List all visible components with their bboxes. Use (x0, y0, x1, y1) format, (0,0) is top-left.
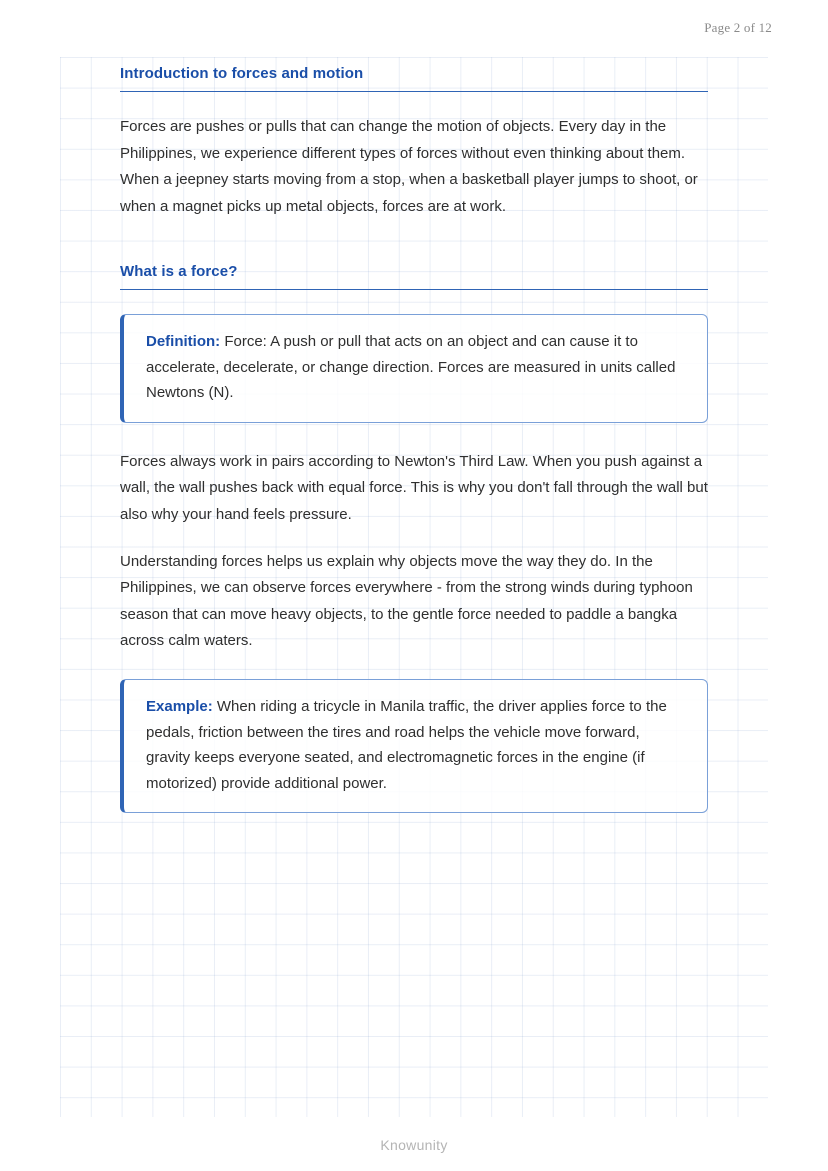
paragraph-understanding-forces: Understanding forces helps us explain why objects move the way they do. In the Philippines, we can observe forces everywhere - from the strong winds during typhoon season that can move heavy objects, to the gentle force needed to paddle a bangka across calm waters. (120, 552, 693, 650)
section-title-what-is-a-force: What is a force? (120, 255, 708, 290)
example-label: Example: (146, 698, 213, 716)
title-spacer (120, 92, 708, 114)
footer-brand: Knowunity (380, 1137, 448, 1153)
page-content (120, 57, 708, 839)
definition-callout (120, 314, 708, 423)
section-gap (120, 240, 708, 255)
example-body: When riding a tricycle in Manila traffic, the driver applies force to the pedals, friction between the tires and road helps the vehicle move forward, gravity keeps everyone seated, and electromagnetic forces in the engine (if motorized) provide additional power. (146, 698, 667, 792)
definition-body: Force: A push or pull that acts on an object and can cause it to accelerate, decelerate, or change direction. Forces are measured in units called Newtons (N). (146, 333, 676, 402)
example-callout (120, 679, 708, 813)
definition-label: Definition: (146, 333, 221, 351)
example-callout-text (146, 694, 687, 796)
paragraph-intro-1: Forces are pushes or pulls that can change the motion of objects. Every day in the Philippines, we experience different types of forces without even thinking about them. When a jeepney starts moving from a stop, when a basketball player jumps to shoot, or when a magnet picks up metal objects, forces are at work. (120, 118, 698, 215)
section-title-introduction: Introduction to forces and motion (120, 57, 708, 92)
paragraph-force-pairs: Forces always work in pairs according to Newton's Third Law. When you push against a wall, the wall pushes back with equal force. This is why you don't fall through the wall but also why your hand feels pressure. (120, 452, 708, 524)
definition-callout-text (146, 329, 687, 406)
page-number-label: Page 2 of 12 (704, 20, 772, 35)
